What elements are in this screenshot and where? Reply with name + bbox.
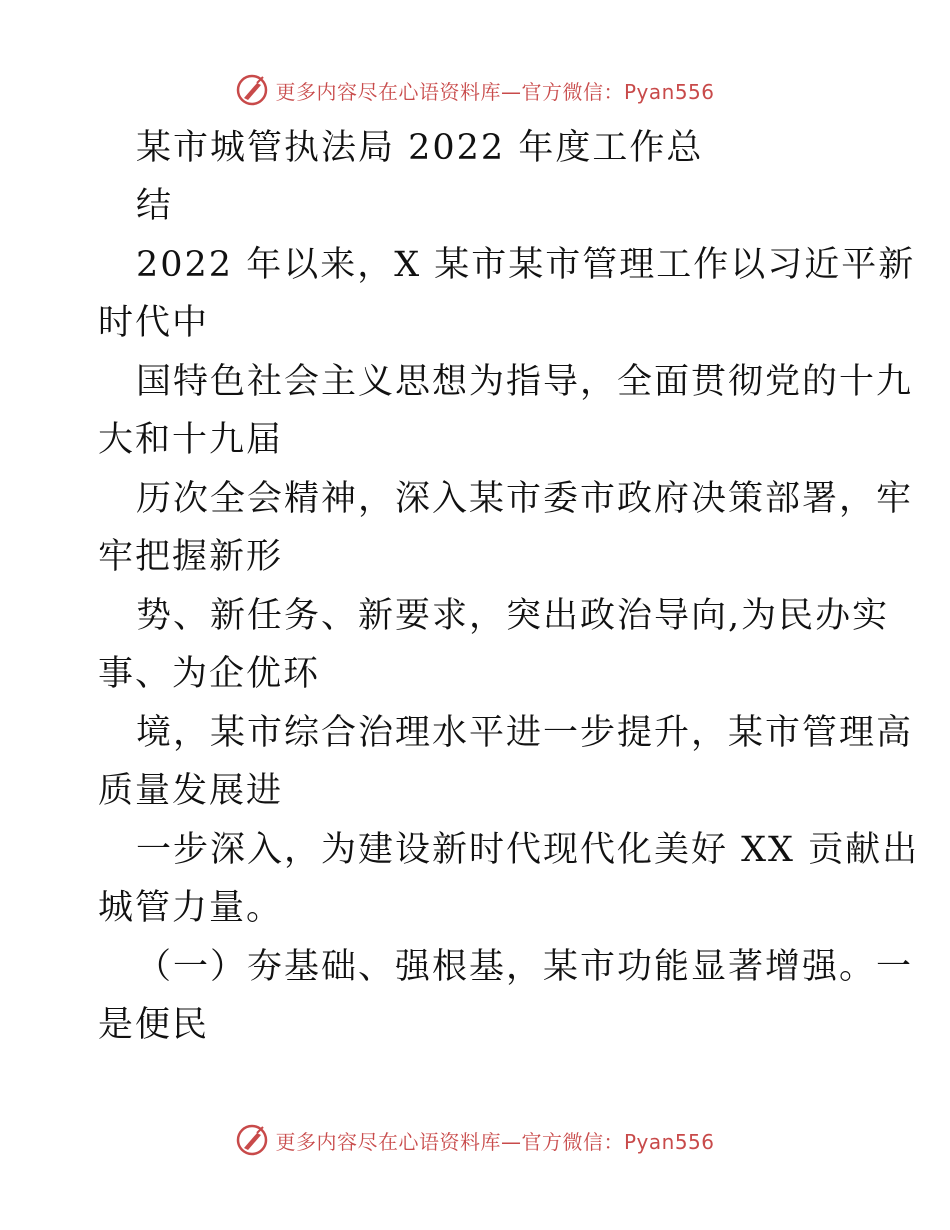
paragraph-line: 一步深入，为建设新时代现代化美好 XX 贡献出 [136,830,920,870]
paragraph-line: 境，某市综合治理水平进一步提升，某市管理高 [136,713,914,753]
paragraph-line: 势、新任务、新要求，突出政治导向,为民办实 [136,596,890,636]
paragraph-line: 事、为企优环 [98,654,321,694]
paragraph-line: 是便民 [98,1005,210,1045]
paragraph-line: 时代中 [98,303,210,343]
paragraph-line: 牢把握新形 [98,537,284,577]
paragraph-line: 历次全会精神，深入某市委市政府决策部署，牢 [136,479,914,519]
watermark-text: 更多内容尽在心语资料库—官方微信：Pyan556 [275,79,715,104]
section-heading-line: （一）夯基础、强根基，某市功能显著增强。一 [136,947,914,987]
quill-logo-icon [235,73,269,107]
paragraph-line: 质量发展进 [98,771,284,811]
paragraph-line: 城管力量。 [98,888,284,928]
watermark-text: 更多内容尽在心语资料库—官方微信：Pyan556 [275,1129,715,1154]
title-line-1: 某市城管执法局 2022 年度工作总 [136,128,704,168]
paragraph-line: 2022 年以来，X 某市某市管理工作以习近平新 [136,245,916,285]
paragraph-line: 国特色社会主义思想为指导，全面贯彻党的十九 [136,362,914,402]
title-line-2: 结 [136,186,174,226]
paragraph-line: 大和十九届 [98,420,284,460]
watermark-banner-bottom [0,1120,950,1160]
watermark-banner-top [0,70,950,110]
quill-logo-icon [235,1123,269,1157]
